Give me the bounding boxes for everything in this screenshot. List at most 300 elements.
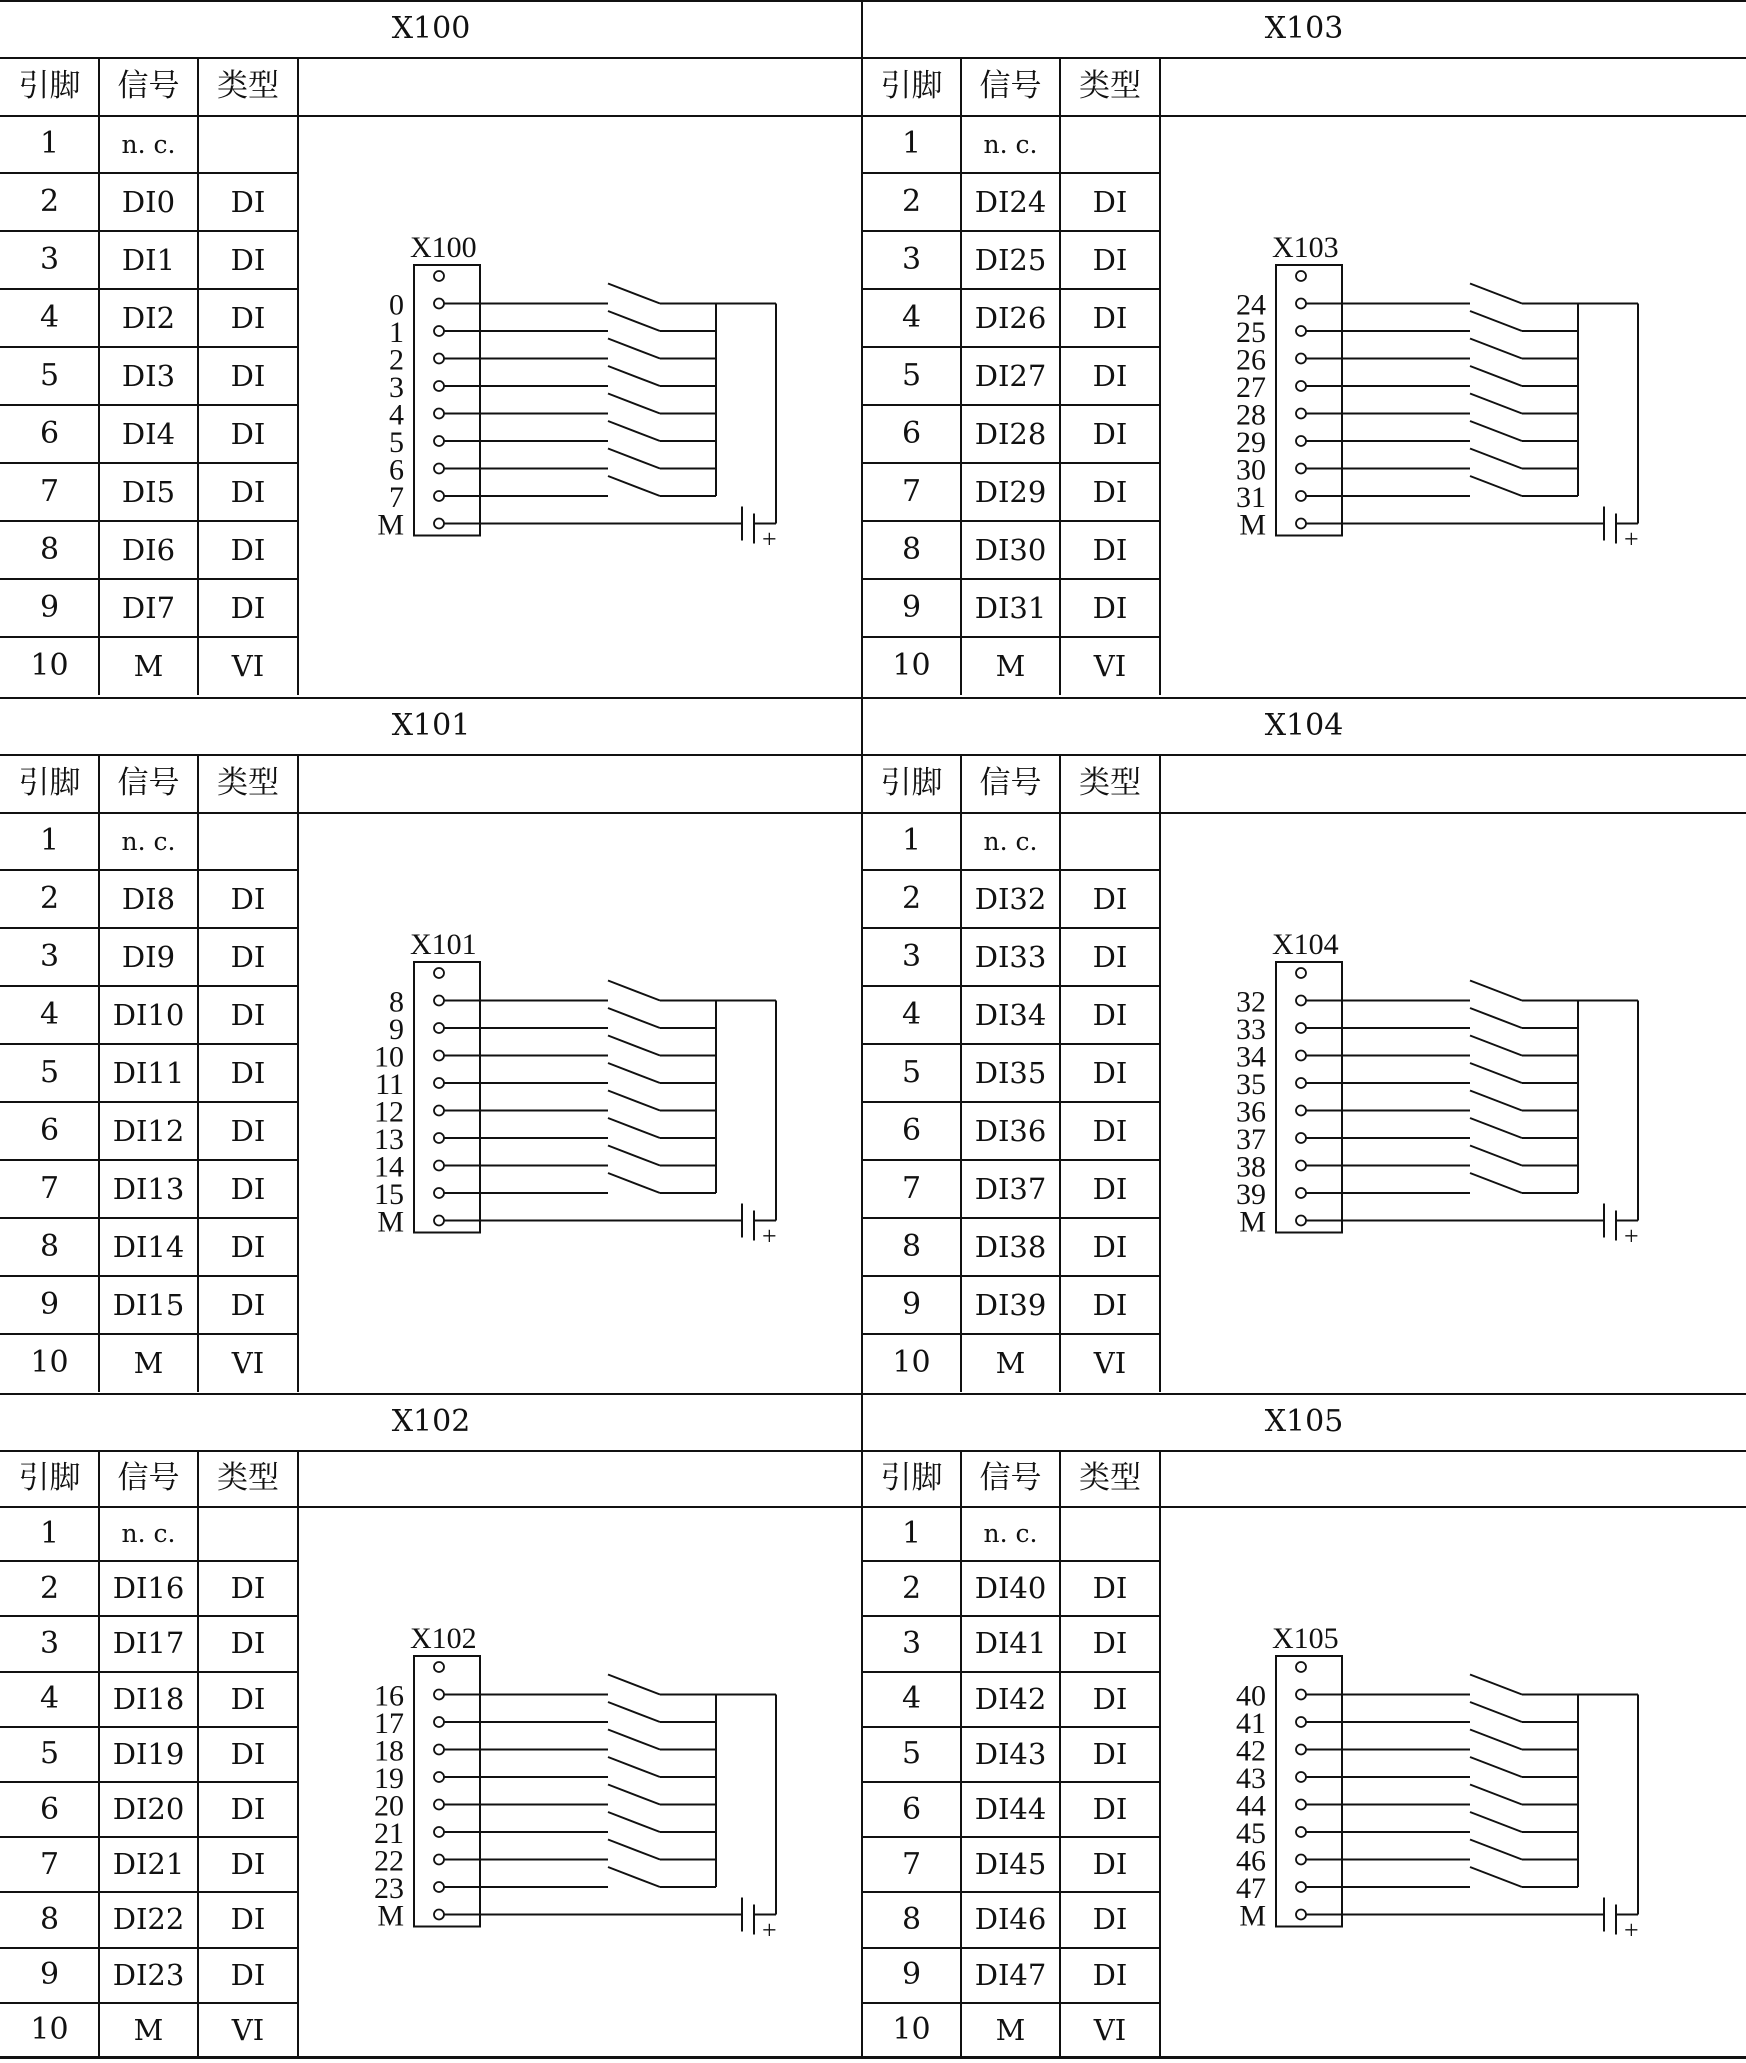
pin-number-cell: 7 — [901, 1171, 922, 1206]
battery-plus-label: + — [1624, 1221, 1639, 1251]
signal-cell: DI46 — [974, 1902, 1047, 1937]
switch-contact — [1470, 1036, 1522, 1056]
type-cell: DI — [1092, 474, 1128, 509]
header-type: 类型 — [217, 764, 279, 801]
header-pin: 引脚 — [18, 764, 81, 801]
type-cell — [198, 812, 298, 870]
type-cell: DI — [1092, 1229, 1128, 1264]
terminal-circle — [434, 1800, 444, 1810]
terminal-circle — [434, 1023, 444, 1033]
terminal-circle — [434, 409, 444, 419]
terminal-circle — [1296, 1078, 1306, 1088]
type-cell: DI — [230, 1229, 266, 1264]
terminal-label: 7 — [389, 481, 404, 514]
pin-number-cell: 4 — [901, 997, 922, 1032]
terminal-circle — [434, 1717, 444, 1727]
switch-contact — [608, 366, 660, 386]
terminal-circle — [1296, 1106, 1306, 1116]
battery-plus-label: + — [762, 1915, 777, 1945]
terminal-circle — [1296, 1133, 1306, 1143]
terminal-label: 33 — [1236, 1013, 1266, 1046]
header-type: 类型 — [217, 1459, 279, 1496]
header-pin: 引脚 — [880, 67, 943, 104]
signal-cell: DI23 — [112, 1957, 185, 1992]
switch-contact — [608, 1146, 660, 1166]
type-cell: VI — [231, 1345, 265, 1380]
terminal-circle — [434, 1106, 444, 1116]
terminal-label: 43 — [1236, 1762, 1266, 1795]
terminal-circle — [1296, 1188, 1306, 1198]
pin-number-cell: 8 — [39, 1229, 60, 1264]
signal-cell: DI40 — [974, 1571, 1047, 1606]
header-signal: 信号 — [979, 1459, 1042, 1496]
connector-box — [1276, 962, 1342, 1233]
pin-number-cell: 3 — [901, 939, 922, 974]
type-cell: DI — [1092, 358, 1128, 393]
signal-cell: DI27 — [974, 358, 1047, 393]
type-cell — [1060, 1506, 1160, 1561]
terminal-circle — [1296, 1745, 1306, 1755]
header-signal: 信号 — [117, 67, 180, 104]
wiring-diagram-svg — [298, 115, 862, 695]
terminal-circle — [1296, 1772, 1306, 1782]
terminal-circle — [434, 1188, 444, 1198]
signal-cell: M — [995, 2012, 1026, 2047]
terminal-circle — [1296, 491, 1306, 501]
signal-cell: DI19 — [112, 1736, 185, 1771]
pin-number-cell: 1 — [901, 823, 922, 858]
terminal-label: 22 — [374, 1844, 404, 1878]
signal-cell: DI22 — [112, 1902, 185, 1937]
pin-number-cell: 1 — [901, 1515, 922, 1551]
pin-number-cell: 9 — [901, 1957, 922, 1993]
block-title: X102 — [391, 1403, 471, 1439]
terminal-label: 9 — [389, 1013, 404, 1046]
signal-cell: n. c. — [121, 129, 176, 159]
switch-contact — [608, 1702, 660, 1722]
type-cell: DI — [230, 416, 266, 451]
type-cell: DI — [1092, 997, 1128, 1032]
signal-cell: DI1 — [121, 242, 176, 277]
signal-cell: DI7 — [121, 590, 176, 625]
type-cell: DI — [1092, 1792, 1128, 1827]
terminal-circle — [1296, 354, 1306, 364]
terminal-label: 45 — [1236, 1817, 1266, 1850]
type-cell: DI — [230, 590, 266, 625]
pin-number-cell: 5 — [39, 1055, 60, 1090]
terminal-label: 25 — [1236, 316, 1266, 349]
signal-cell: M — [995, 648, 1026, 683]
terminal-circle — [434, 1662, 444, 1672]
terminal-circle — [434, 464, 444, 474]
signal-cell: DI16 — [112, 1571, 185, 1606]
switch-contact — [608, 339, 660, 359]
battery-plus-label: + — [1624, 524, 1639, 554]
terminal-label: M — [377, 1205, 404, 1239]
terminal-circle — [1296, 1051, 1306, 1061]
pin-number-cell: 1 — [901, 126, 922, 161]
pin-number-cell: 10 — [892, 2012, 931, 2048]
terminal-circle — [434, 1745, 444, 1755]
terminal-circle — [1296, 519, 1306, 529]
switch-contact — [1470, 981, 1522, 1001]
type-cell: DI — [230, 1681, 266, 1716]
terminal-circle — [1296, 1827, 1306, 1837]
pin-number-cell: 2 — [39, 184, 60, 219]
type-cell: DI — [1092, 300, 1128, 335]
switch-contact — [608, 449, 660, 469]
signal-cell: DI38 — [974, 1229, 1047, 1264]
signal-cell: DI28 — [974, 416, 1047, 451]
terminal-circle — [434, 519, 444, 529]
pin-number-cell: 6 — [901, 1113, 922, 1148]
signal-cell: DI8 — [121, 881, 176, 916]
terminal-label: 27 — [1236, 371, 1266, 404]
type-cell: DI — [230, 1957, 266, 1992]
pin-number-cell: 2 — [901, 184, 922, 219]
switch-contact — [608, 394, 660, 414]
signal-cell: DI21 — [112, 1847, 185, 1882]
switch-contact — [608, 1840, 660, 1860]
type-cell: DI — [230, 881, 266, 916]
terminal-label: 16 — [374, 1679, 404, 1713]
header-pin: 引脚 — [18, 1459, 81, 1496]
signal-cell: DI37 — [974, 1171, 1047, 1206]
type-cell — [1060, 115, 1160, 173]
terminal-circle — [434, 1910, 444, 1920]
terminal-label: M — [1239, 508, 1266, 542]
switch-contact — [1470, 366, 1522, 386]
type-cell: VI — [1093, 1345, 1127, 1380]
signal-cell: DI11 — [112, 1055, 185, 1090]
pin-number-cell: 10 — [892, 648, 931, 683]
switch-contact — [608, 1008, 660, 1028]
pin-number-cell: 7 — [39, 474, 60, 509]
connector-box — [1276, 1656, 1342, 1927]
terminal-circle — [434, 1690, 444, 1700]
signal-cell: DI0 — [121, 184, 176, 219]
battery-plus-label: + — [762, 1221, 777, 1251]
switch-contact — [1470, 476, 1522, 496]
terminal-circle — [1296, 464, 1306, 474]
type-cell: DI — [1092, 532, 1128, 567]
signal-cell: DI15 — [112, 1287, 185, 1322]
type-cell: DI — [1092, 939, 1128, 974]
terminal-circle — [1296, 436, 1306, 446]
switch-contact — [1470, 1757, 1522, 1777]
terminal-label: 21 — [374, 1817, 404, 1850]
terminal-circle — [434, 1216, 444, 1226]
pin-number-cell: 4 — [901, 1681, 922, 1717]
terminal-circle — [1296, 1717, 1306, 1727]
pin-number-cell: 9 — [39, 1957, 60, 1993]
terminal-label: 42 — [1236, 1734, 1266, 1768]
terminal-label: 2 — [389, 343, 404, 377]
block-title: X100 — [391, 10, 471, 46]
switch-contact — [608, 981, 660, 1001]
terminal-label: 3 — [389, 371, 404, 404]
type-cell: VI — [1093, 648, 1127, 683]
terminal-label: 47 — [1236, 1872, 1266, 1905]
switch-contact — [1470, 1867, 1522, 1887]
terminal-circle — [434, 271, 444, 281]
type-cell: DI — [1092, 1113, 1128, 1148]
wiring-diagram — [298, 1506, 862, 2058]
pin-number-cell: 10 — [30, 1345, 69, 1380]
switch-contact — [608, 1063, 660, 1083]
type-cell: DI — [1092, 416, 1128, 451]
signal-cell: DI35 — [974, 1055, 1047, 1090]
pin-number-cell: 10 — [30, 2012, 69, 2048]
terminal-circle — [434, 326, 444, 336]
terminal-circle — [434, 436, 444, 446]
type-cell: DI — [230, 1736, 266, 1771]
switch-contact — [608, 284, 660, 304]
type-cell: DI — [230, 997, 266, 1032]
header-signal: 信号 — [979, 764, 1042, 801]
terminal-circle — [434, 1133, 444, 1143]
pin-number-cell: 10 — [892, 1345, 931, 1380]
pin-number-cell: 3 — [39, 242, 60, 277]
switch-contact — [608, 1867, 660, 1887]
header-pin: 引脚 — [880, 1459, 943, 1496]
type-cell: DI — [230, 1287, 266, 1322]
switch-contact — [1470, 1702, 1522, 1722]
header-signal: 信号 — [117, 764, 180, 801]
signal-cell: DI9 — [121, 939, 176, 974]
type-cell — [198, 1506, 298, 1561]
switch-contact — [1470, 1091, 1522, 1111]
terminal-label: M — [1239, 1899, 1266, 1933]
pin-number-cell: 8 — [901, 532, 922, 567]
terminal-label: 4 — [389, 398, 404, 432]
signal-cell: n. c. — [983, 826, 1038, 856]
header-type: 类型 — [1079, 764, 1141, 801]
pin-number-cell: 3 — [39, 939, 60, 974]
switch-contact — [1470, 1812, 1522, 1832]
pin-number-cell: 7 — [39, 1171, 60, 1206]
terminal-label: 15 — [374, 1178, 404, 1211]
signal-cell: DI32 — [974, 881, 1047, 916]
type-cell: DI — [230, 1171, 266, 1206]
type-cell: DI — [1092, 1055, 1128, 1090]
terminal-circle — [1296, 381, 1306, 391]
wiring-diagram — [1160, 812, 1746, 1392]
terminal-label: 10 — [374, 1040, 404, 1074]
switch-contact — [1470, 421, 1522, 441]
signal-cell: DI29 — [974, 474, 1047, 509]
pin-number-cell: 9 — [901, 590, 922, 625]
battery-plus-label: + — [762, 524, 777, 554]
wiring-diagram — [1160, 115, 1746, 695]
type-cell: DI — [230, 300, 266, 335]
pin-number-cell: 2 — [901, 881, 922, 916]
type-cell: DI — [230, 184, 266, 219]
wiring-diagram-svg — [298, 1506, 862, 2058]
switch-contact — [608, 1675, 660, 1695]
type-cell: DI — [230, 1571, 266, 1606]
terminal-circle — [1296, 326, 1306, 336]
type-cell: DI — [230, 358, 266, 393]
signal-cell: DI44 — [974, 1792, 1047, 1827]
terminal-label: M — [377, 1899, 404, 1933]
terminal-circle — [1296, 1161, 1306, 1171]
terminal-circle — [1296, 1855, 1306, 1865]
type-cell: DI — [230, 1792, 266, 1827]
pin-number-cell: 9 — [39, 1287, 60, 1322]
pin-number-cell: 8 — [39, 1901, 60, 1937]
signal-cell: DI17 — [112, 1626, 185, 1661]
signal-cell: M — [995, 1345, 1026, 1380]
terminal-circle — [1296, 1882, 1306, 1892]
type-cell: DI — [1092, 1287, 1128, 1322]
terminal-label: 5 — [389, 426, 404, 459]
pin-number-cell: 5 — [39, 1736, 60, 1772]
signal-cell: DI25 — [974, 242, 1047, 277]
signal-cell: DI36 — [974, 1113, 1047, 1148]
terminal-circle — [1296, 1690, 1306, 1700]
pin-number-cell: 1 — [39, 1515, 60, 1551]
pin-number-cell: 7 — [901, 474, 922, 509]
pin-number-cell: 6 — [39, 416, 60, 451]
switch-contact — [1470, 311, 1522, 331]
signal-cell: DI41 — [974, 1626, 1047, 1661]
terminal-label: 38 — [1236, 1150, 1266, 1184]
terminal-circle — [1296, 968, 1306, 978]
terminal-label: 26 — [1236, 343, 1266, 377]
terminal-label: 23 — [374, 1872, 404, 1905]
terminal-label: 35 — [1236, 1068, 1266, 1101]
terminal-label: 36 — [1236, 1095, 1266, 1129]
terminal-label: 39 — [1236, 1178, 1266, 1211]
pin-number-cell: 5 — [901, 358, 922, 393]
wiring-diagram-svg — [1160, 812, 1746, 1392]
type-cell: DI — [230, 1847, 266, 1882]
terminal-label: 19 — [374, 1762, 404, 1795]
terminal-circle — [1296, 299, 1306, 309]
wiring-diagram — [298, 115, 862, 695]
terminal-circle — [1296, 1023, 1306, 1033]
wiring-diagram-svg — [298, 812, 862, 1392]
terminal-label: 14 — [374, 1150, 404, 1184]
switch-contact — [608, 1730, 660, 1750]
terminal-label: 44 — [1236, 1789, 1266, 1823]
type-cell: DI — [1092, 1957, 1128, 1992]
type-cell: DI — [1092, 1847, 1128, 1882]
terminal-circle — [434, 996, 444, 1006]
switch-contact — [1470, 394, 1522, 414]
pin-number-cell: 8 — [901, 1901, 922, 1937]
type-cell: DI — [230, 1055, 266, 1090]
switch-contact — [1470, 284, 1522, 304]
switch-contact — [1470, 1118, 1522, 1138]
header-pin: 引脚 — [18, 67, 81, 104]
pin-number-cell: 4 — [901, 300, 922, 335]
terminal-circle — [434, 1772, 444, 1782]
pin-number-cell: 4 — [39, 997, 60, 1032]
terminal-circle — [434, 1882, 444, 1892]
block-title: X104 — [1264, 707, 1344, 743]
connector-label: X103 — [1272, 231, 1339, 264]
signal-cell: DI20 — [112, 1792, 185, 1827]
terminal-circle — [1296, 996, 1306, 1006]
signal-cell: DI3 — [121, 358, 176, 393]
pin-number-cell: 6 — [901, 416, 922, 451]
type-cell: DI — [1092, 1902, 1128, 1937]
signal-cell: M — [133, 2012, 164, 2047]
terminal-label: 41 — [1236, 1707, 1266, 1740]
switch-contact — [608, 1173, 660, 1193]
switch-contact — [1470, 339, 1522, 359]
terminal-label: 30 — [1236, 453, 1266, 487]
terminal-circle — [434, 1078, 444, 1088]
connector-label: X104 — [1272, 928, 1339, 961]
connector-box — [414, 265, 480, 536]
pin-number-cell: 7 — [901, 1846, 922, 1882]
signal-cell: DI30 — [974, 532, 1047, 567]
signal-cell: DI26 — [974, 300, 1047, 335]
pin-number-cell: 4 — [39, 300, 60, 335]
signal-cell: n. c. — [121, 1519, 176, 1549]
terminal-circle — [434, 1855, 444, 1865]
type-cell: VI — [1093, 2012, 1127, 2047]
type-cell: DI — [1092, 590, 1128, 625]
signal-cell: DI5 — [121, 474, 176, 509]
signal-cell: DI10 — [112, 997, 185, 1032]
switch-contact — [608, 1757, 660, 1777]
switch-contact — [1470, 1146, 1522, 1166]
switch-contact — [1470, 1063, 1522, 1083]
terminal-circle — [1296, 1662, 1306, 1672]
connector-label: X105 — [1272, 1622, 1339, 1655]
pin-number-cell: 10 — [30, 648, 69, 683]
terminal-circle — [434, 354, 444, 364]
terminal-label: 29 — [1236, 426, 1266, 459]
connector-label: X102 — [410, 1622, 477, 1655]
switch-contact — [608, 421, 660, 441]
switch-contact — [1470, 1785, 1522, 1805]
type-cell: DI — [1092, 1571, 1128, 1606]
terminal-label: 17 — [374, 1707, 404, 1740]
switch-contact — [608, 1812, 660, 1832]
switch-contact — [608, 1091, 660, 1111]
pin-number-cell: 6 — [901, 1791, 922, 1827]
terminal-label: 46 — [1236, 1844, 1266, 1878]
signal-cell: M — [133, 1345, 164, 1380]
signal-cell: DI13 — [112, 1171, 185, 1206]
signal-cell: DI6 — [121, 532, 176, 567]
type-cell: DI — [1092, 881, 1128, 916]
signal-cell: n. c. — [983, 129, 1038, 159]
terminal-circle — [434, 1051, 444, 1061]
header-signal: 信号 — [979, 67, 1042, 104]
type-cell: DI — [1092, 242, 1128, 277]
terminal-label: 0 — [389, 288, 404, 322]
block-title: X105 — [1264, 1403, 1344, 1439]
type-cell — [198, 115, 298, 173]
terminal-label: 18 — [374, 1734, 404, 1768]
terminal-circle — [434, 1827, 444, 1837]
terminal-circle — [434, 968, 444, 978]
terminal-circle — [434, 491, 444, 501]
terminal-label: 32 — [1236, 985, 1266, 1019]
terminal-circle — [1296, 1910, 1306, 1920]
pin-number-cell: 9 — [901, 1287, 922, 1322]
signal-cell: M — [133, 648, 164, 683]
switch-contact — [608, 1036, 660, 1056]
switch-contact — [1470, 1730, 1522, 1750]
signal-cell: DI45 — [974, 1847, 1047, 1882]
